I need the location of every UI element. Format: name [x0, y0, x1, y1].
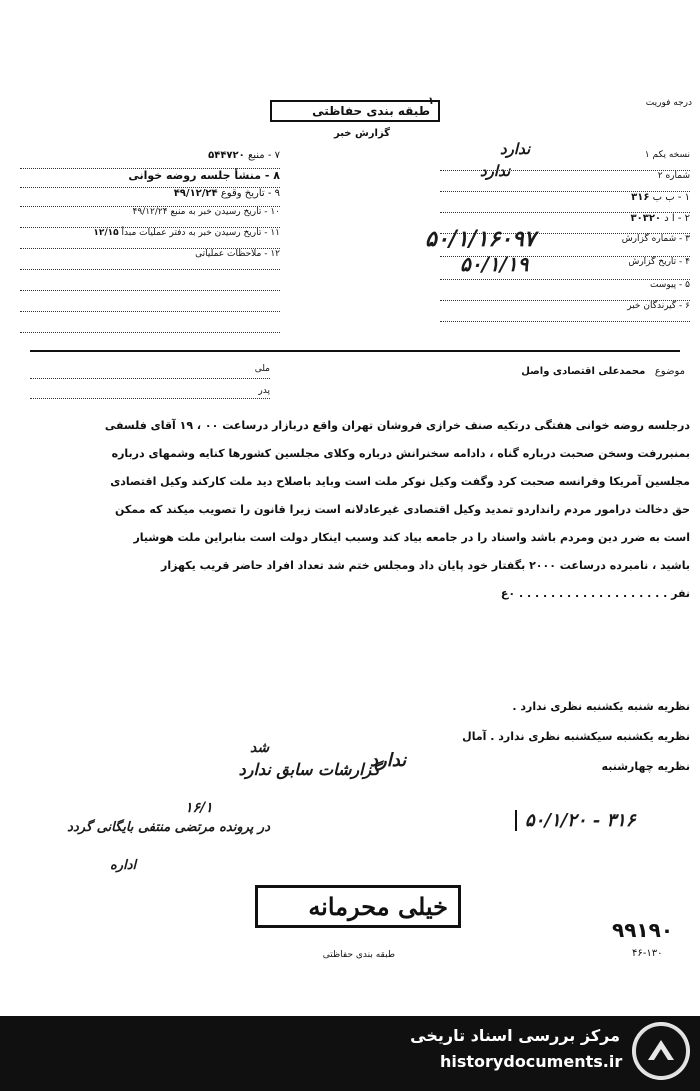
handwritten-sig-top: شد	[250, 740, 270, 756]
field-date: ۹ - تاریخ وقوع ۴۹/۱۲/۲۴	[20, 188, 280, 207]
handwritten-sig-num: ۱۶/۱	[185, 800, 213, 816]
milli-line	[30, 378, 270, 379]
classification-label: طبقه بندی حفاظتی	[312, 104, 430, 118]
subject-value: محمدعلی اقتصادی واصل	[521, 366, 646, 377]
document-number: ۹۹۱۹۰	[612, 918, 674, 942]
report-type: گزارش خبر	[333, 128, 390, 139]
form-number: ۴۶-۱۳۰	[632, 948, 663, 959]
blank-line	[20, 291, 280, 312]
blank-line	[20, 312, 280, 333]
body-line: باشید ، نامبرده درساعت ۲۰۰۰ بگفتار خود پایان داد ومجلس ختم شد تعداد افراد حاضر قریب یکهزار	[161, 559, 690, 572]
top-mark: ۱	[428, 96, 435, 107]
classification-footer: طبقه بندی حفاظتی	[322, 950, 395, 960]
field-operational-notes: ۱۲ - ملاحظات عملیاتی	[20, 249, 280, 270]
opinion-line: نظریه چهارشنبه	[601, 760, 690, 773]
body-line: حق دخالت درامور مردم رانداردو تمدید وکیل اقتصادی غیرعادلانه است زیرا قانون را تصویب میکند که ممکن	[115, 503, 690, 516]
field-report-number: ۳ - شماره گزارش	[440, 234, 690, 257]
divider	[30, 350, 680, 352]
opinion-line: نظریه یکشنبه سیکشنبه نظری ندارد . آمال	[462, 730, 690, 743]
body-line: نفر . . . . . . . . . . . . . . . . . . . ۰ع	[500, 587, 690, 600]
body-line: است به ضرر دین ومردم باشد واسناد را در جامعه بیاد کند وسبب اینکار دولت است بنابراین ملت هوشیار	[133, 531, 690, 544]
field-report-date: ۴ - تاریخ گزارش	[440, 257, 690, 280]
body-text	[20, 418, 690, 602]
opinion-line: نظریه شنبه یکشنبه نظری ندارد .	[512, 700, 690, 713]
handwritten-signature-note: گزارشات سابق ندارد	[238, 760, 380, 779]
body-line: بمنبررفت وسخن صحبت درباره گناه ، دادامه سخنرانش درباره وکلای مجلسین کشورها کنایه وشمهای درباره	[111, 447, 690, 460]
handwritten-copy-note: ندارد	[500, 140, 531, 158]
body-line: مجلسین آمریکا وفرانسه صحبت کرد وگفت وکیل نوکر ملت است وباید باصلاح دید ملت کارکند وکیل اقتصادی	[110, 475, 690, 488]
left-fields	[20, 150, 280, 333]
field-date-received-office: ۱۱ - تاریخ رسیدن خبر به دفتر عملیات مبدأ ۱۲/۱۵	[20, 228, 280, 249]
handwritten-report-date: ۵۰/۱/۱۹	[460, 252, 529, 276]
degree-label: درجه فوریت	[645, 98, 692, 108]
archive-logo-shape	[632, 1022, 690, 1080]
handwritten-report-number: ۵۰/۱/۱۶۰۹۷	[425, 226, 536, 252]
handwritten-margin-note: در پرونده مرتضی منتفی بایگانی گردد	[67, 820, 270, 835]
field-ad: ۲ - ا د ۳۰۳۲۰	[440, 213, 690, 234]
handwritten-opinion: ندارد	[370, 750, 407, 771]
footer-website: historydocuments.ir	[440, 1052, 623, 1071]
subject-label: موضوع	[654, 366, 685, 377]
field-copy: نسخه یکم ۱	[440, 150, 690, 171]
pedar-label: پدر	[258, 386, 270, 396]
classification-box	[270, 100, 440, 122]
field-attachment: ۵ - پیوست	[440, 280, 690, 301]
field-number: شماره ۲	[440, 171, 690, 192]
field-recipients: ۶ - گیرندگان خبر	[440, 301, 690, 322]
handwritten-number-note: ندارد	[480, 162, 511, 180]
confidential-stamp: خیلی محرمانه	[255, 885, 461, 928]
pedar-line	[30, 398, 270, 399]
archive-logo-icon	[632, 1022, 690, 1080]
handwritten-margin-note-2: اداره	[110, 858, 137, 873]
body-line: درجلسه روضه خوانی هفتگی درتکیه صنف خرازی فروشان تهران واقع دربازار درساعت ۰۰ ، ۱۹ آقای فلسفی	[104, 419, 690, 432]
field-date-received-source: ۱۰ - تاریخ رسیدن خبر به منبع ۴۹/۱۲/۲۴	[20, 207, 280, 228]
field-source: ۷ - منبع ۵۴۴۷۲۰	[20, 150, 280, 169]
footer-org-name: مرکز بررسی اسناد تاریخی	[410, 1026, 620, 1045]
handwritten-date-stamp: ۵۰/۱/۲۰ - ۳۱۶	[515, 810, 636, 831]
subject-row	[440, 366, 685, 377]
field-bb: ۱ - ب ب ۳۱۶	[440, 192, 690, 213]
field-origin: ۸ - منشأ جلسه روضه خوانی	[20, 169, 280, 188]
blank-line	[20, 270, 280, 291]
milli-label: ملی	[254, 364, 270, 374]
